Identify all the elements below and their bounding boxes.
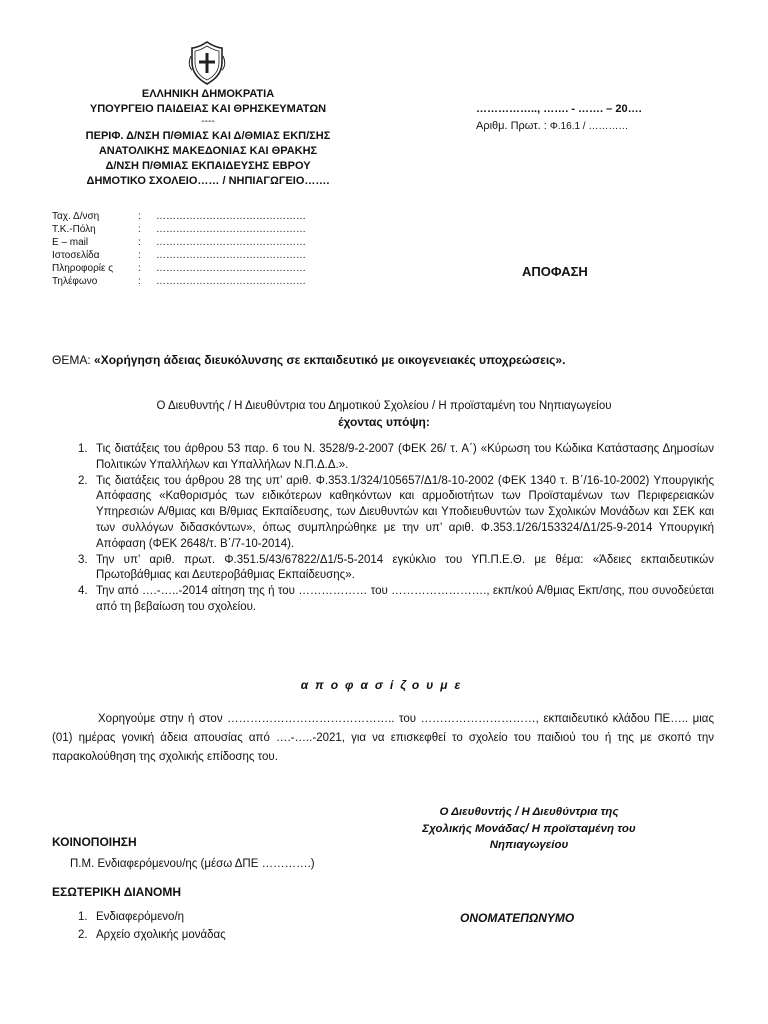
protocol-value: Φ.16.1 / ………… (549, 121, 629, 132)
region-line-2: ΑΝΑΤΟΛΙΚΗΣ ΜΑΚΕΔΟΝΙΑΣ ΚΑΙ ΘΡΑΚΗΣ (98, 145, 318, 157)
contact-colon: : (138, 224, 141, 235)
contact-row (52, 223, 326, 236)
protocol-number (476, 119, 736, 134)
region-line-1: ΠΕΡΙΦ. Δ/ΝΣΗ Π/ΘΜΙΑΣ ΚΑΙ Δ/ΘΜΙΑΣ ΕΚΠ/ΣΗΣ (85, 130, 331, 142)
signature-line-3: Νηπιαγωγείου (489, 839, 569, 851)
contact-value: ……………………………………… (156, 224, 306, 235)
consideration-item (70, 584, 714, 616)
contact-value: ……………………………………… (156, 276, 306, 287)
consideration-text: Την από ….-…..-2014 αίτηση της ή του ……………… του ……………………., εκπ/κού Α/θμιας Εκπ/σης, που συνοδεύεται από τη βεβαίωση του σχολείου. (96, 585, 714, 613)
consideration-text: Τις διατάξεις του άρθρου 53 παρ. 6 του Ν. 3528/9-2-2007 (ΦΕΚ 26/ τ. Α΄) «Κύρωση του Κώδικα Κατάστασης Δημοσίων Πολιτικών Υπαλλήλων και Υπαλλήλων Ν.Π.Δ.Δ.». (96, 443, 714, 471)
signature-line-1: Ο Διευθυντής / Η Διευθύντρια της (439, 806, 619, 818)
directorate: Δ/ΝΣΗ Π/ΘΜΙΑΣ ΕΚΠΑΙΔΕΥΣΗΣ ΕΒΡΟΥ (105, 160, 311, 172)
signatory-name: ΟΝΟΜΑΤΕΠΩΝΥΜΟ (460, 911, 575, 925)
ministry-name: ΥΠΟΥΡΓΕΙΟ ΠΑΙΔΕΙΑΣ ΚΑΙ ΘΡΗΣΚΕΥΜΑΤΩΝ (89, 103, 327, 115)
intro-line-1: Ο Διευθυντής / Η Διευθύντρια του Δημοτικού Σχολείου / Η προϊσταμένη του Νηπιαγωγείου (156, 400, 612, 412)
contact-row (52, 249, 326, 262)
internal-title: ΕΣΩΤΕΡΙΚΗ ΔΙΑΝΟΜΗ (52, 885, 182, 899)
date-block (476, 102, 736, 134)
contact-label: Ε – mail (52, 237, 89, 248)
contact-value: ……………………………………… (156, 211, 306, 222)
date-line: …………….., ……. - ……. – 20…. (476, 103, 642, 115)
contact-row (52, 275, 326, 288)
consideration-number: 1. (78, 443, 88, 455)
contact-value: ……………………………………… (156, 237, 306, 248)
contact-value: ……………………………………… (156, 250, 306, 261)
internal-list (52, 908, 226, 944)
contact-label: Τηλέφωνο (52, 276, 98, 287)
contact-label: Τ.Κ.-Πόλη (52, 224, 96, 235)
internal-item-number: 1. (78, 911, 88, 923)
notification-text: Π.Μ. Ενδιαφερόμενου/ης (μέσω ΔΠΕ ………….) (70, 858, 315, 870)
notification-title: ΚΟΙΝΟΠΟΙΗΣΗ (52, 835, 137, 849)
internal-item-number: 2. (78, 929, 88, 941)
consideration-item (70, 553, 714, 585)
consideration-item (70, 442, 714, 474)
subject-label: ΘΕΜΑ: (52, 353, 95, 367)
contact-colon: : (138, 211, 141, 222)
contact-row (52, 210, 326, 223)
intro (60, 398, 708, 430)
internal-item-text: Αρχείο σχολικής μονάδας (96, 929, 226, 941)
school-name: ΔΗΜΟΤΙΚΟ ΣΧΟΛΕΙΟ…… / ΝΗΠΙΑΓΩΓΕΙΟ……. (86, 175, 330, 187)
consideration-text: Την υπ’ αριθ. πρωτ. Φ.351.5/43/67822/Δ1/5-5-2014 εγκύκλιο του ΥΠ.Π.Ε.Θ. με θέμα: «Άδειες εκπαιδευτικών Πρωτοβάθμιας και Δευτεροβάθμιας Εκπαίδευσης». (96, 553, 714, 582)
contact-colon: : (138, 276, 141, 287)
contact-label: Ταχ. Δ/νση (52, 211, 100, 222)
subject-line (52, 352, 732, 368)
contact-colon: : (138, 237, 141, 248)
internal-item (70, 908, 226, 926)
consideration-item (70, 474, 714, 553)
subject-text: «Χορήγηση άδειας διευκόλυνσης σε εκπαιδευτικό με οικογενειακές υποχρεώσεις». (94, 353, 566, 367)
protocol-label: Αριθμ. Πρωτ. : (476, 120, 550, 132)
contact-row (52, 236, 326, 249)
consideration-number: 4. (78, 585, 88, 598)
signature-block (374, 804, 684, 854)
country-name: ΕΛΛΗΝΙΚΗ ΔΗΜΟΚΡΑΤΙΑ (141, 88, 275, 100)
grant-text: Χορηγούμε στην ή στον …………………………………….. του …………………………, εκπαιδευτικό κλάδου ΠΕ….. μιας (01) ημέρας γονική άδεια απουσίας από ….-…..-2021, για να επισκεφθεί το σχολείο του παιδιού του ή της με σκοπό την παρακολούθηση της σχολικής επίδοσης του. (52, 713, 714, 763)
contact-colon: : (138, 263, 141, 274)
internal-item (70, 926, 226, 944)
greek-coat-of-arms-emblem (188, 40, 226, 86)
internal-item-text: Ενδιαφερόμενο/η (96, 911, 185, 923)
consideration-number: 2. (78, 474, 88, 487)
letterhead (40, 88, 376, 188)
contact-label: Πληροφορίε ς (52, 263, 114, 274)
contact-table (52, 210, 326, 288)
consideration-number: 3. (78, 553, 88, 566)
contact-value: ……………………………………… (156, 263, 306, 274)
contact-label: Ιστοσελίδα (52, 250, 100, 261)
consideration-text: Τις διατάξεις του άρθρου 28 της υπ’ αριθ. Φ.353.1/324/105657/Δ1/8-10-2002 (ΦΕΚ 1340 τ. Β΄/16-10-2002) Υπουργικής Απόφασης «Καθορισμός των ειδικότερων καθηκόντων και αρμοδιοτήτων των Προϊσταμένων των Περιφερειακών Υπηρεσιών Α/θμιας και Β/θμιας Εκπαίδευσης, των Διευθυντών και Υποδιευθυντών των Σχολικών Μονάδων και ΣΕΚ και των συλλόγων διδασκόντων», όπως συμπληρώθηκε με την υπ’ αριθ. Φ.353.1/26/153324/Δ1/25-9-2014 Υπουργική Απόφαση (ΦΕΚ 2648/τ. Β΄/7-10-2014). (96, 474, 714, 550)
decide-word: αποφασίζουμε (300, 678, 468, 692)
considerations-list (70, 442, 714, 616)
internal-distribution (52, 884, 226, 944)
contact-row (52, 262, 326, 275)
notification-block (52, 834, 315, 872)
intro-line-2: έχοντας υπόψη: (338, 415, 430, 429)
header-separator: ---- (201, 116, 215, 127)
signature-line-2: Σχολικής Μονάδας/ Η προϊσταμένη του (422, 822, 636, 835)
grant-paragraph (52, 710, 714, 767)
decision-title: ΑΠΟΦΑΣΗ (522, 264, 588, 279)
contact-colon: : (138, 250, 141, 261)
